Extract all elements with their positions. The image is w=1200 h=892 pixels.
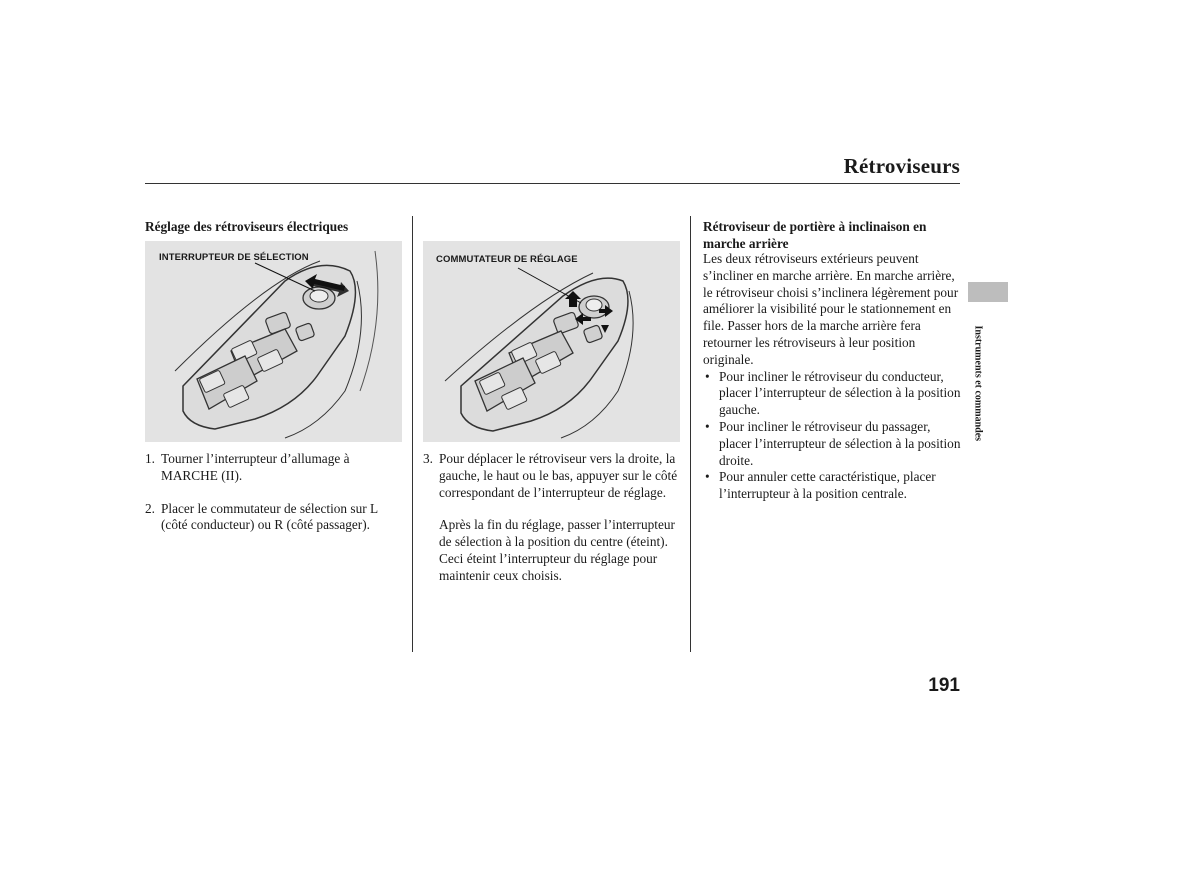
left-section-heading: Réglage des rétroviseurs électriques: [145, 219, 349, 234]
bullet-dot: •: [705, 469, 710, 485]
after-adjustment-text: Après la fin du réglage, passer l’interrupteur de sélection à la position du centre (éteint). Ceci éteint l’interrupteur du réglage pour maintenir ceux choisis.: [439, 517, 675, 583]
right-section-heading: Rétroviseur de portière à inclinaison en marche arrière: [703, 219, 927, 251]
step-text: Tourner l’interrupteur d’allumage à MARCHE (II).: [161, 451, 350, 483]
column-divider-left: [412, 216, 413, 652]
title-divider: [145, 183, 960, 184]
step-3: [423, 451, 683, 501]
selector-switch-figure: [145, 241, 402, 442]
right-body: [703, 251, 963, 503]
door-switch-panel-illustration: [423, 241, 680, 442]
step-number: 3.: [423, 451, 433, 466]
bullet-dot: •: [705, 368, 710, 384]
selector-switch-label: INTERRUPTEUR DE SÉLECTION: [159, 252, 309, 263]
left-steps: [145, 451, 400, 534]
bullet-item: [703, 369, 963, 419]
step-text: Pour déplacer le rétroviseur vers la droite, la gauche, le haut ou le bas, appuyer sur le côté correspondant de l’interrupteur de réglage.: [439, 451, 678, 500]
step-number: 2.: [145, 500, 155, 516]
bullet-text: Pour annuler cette caractéristique, placer l’interrupteur à la position centrale.: [719, 469, 936, 502]
bullet-item: [703, 419, 963, 469]
step-2: [145, 501, 400, 535]
section-tab-label: Instruments et commandes: [972, 325, 984, 442]
door-switch-panel-illustration: [145, 241, 402, 442]
section-tab: [968, 282, 1008, 302]
page-title: Rétroviseurs: [843, 154, 960, 178]
page-number: 191: [928, 675, 960, 696]
column-divider-right: [690, 216, 691, 652]
adjustment-switch-label: COMMUTATEUR DE RÉGLAGE: [436, 254, 578, 265]
step-number: 1.: [145, 451, 155, 466]
step-text: Placer le commutateur de sélection sur L (côté conducteur) ou R (côté passager).: [161, 500, 378, 533]
bullet-text: Pour incliner le rétroviseur du conducteur, placer l’interrupteur de sélection à la position gauche.: [719, 368, 961, 418]
step-1: [145, 451, 400, 485]
tilt-intro-text: Les deux rétroviseurs extérieurs peuvent s’incliner en marche arrière. En marche arrière, le rétroviseur choisi s’inclinera légèrement pour améliorer la visibilité pour le stationnement en file. Passer hors de la marche arrière fera retourner les rétroviseurs à leur position originale.: [703, 251, 959, 367]
bullet-text: Pour incliner le rétroviseur du passager, placer l’interrupteur de sélection à la position droite.: [719, 418, 961, 468]
bullet-dot: •: [705, 418, 710, 434]
adjustment-switch-figure: [423, 241, 680, 442]
middle-steps: [423, 451, 683, 585]
bullet-item: [703, 469, 963, 503]
